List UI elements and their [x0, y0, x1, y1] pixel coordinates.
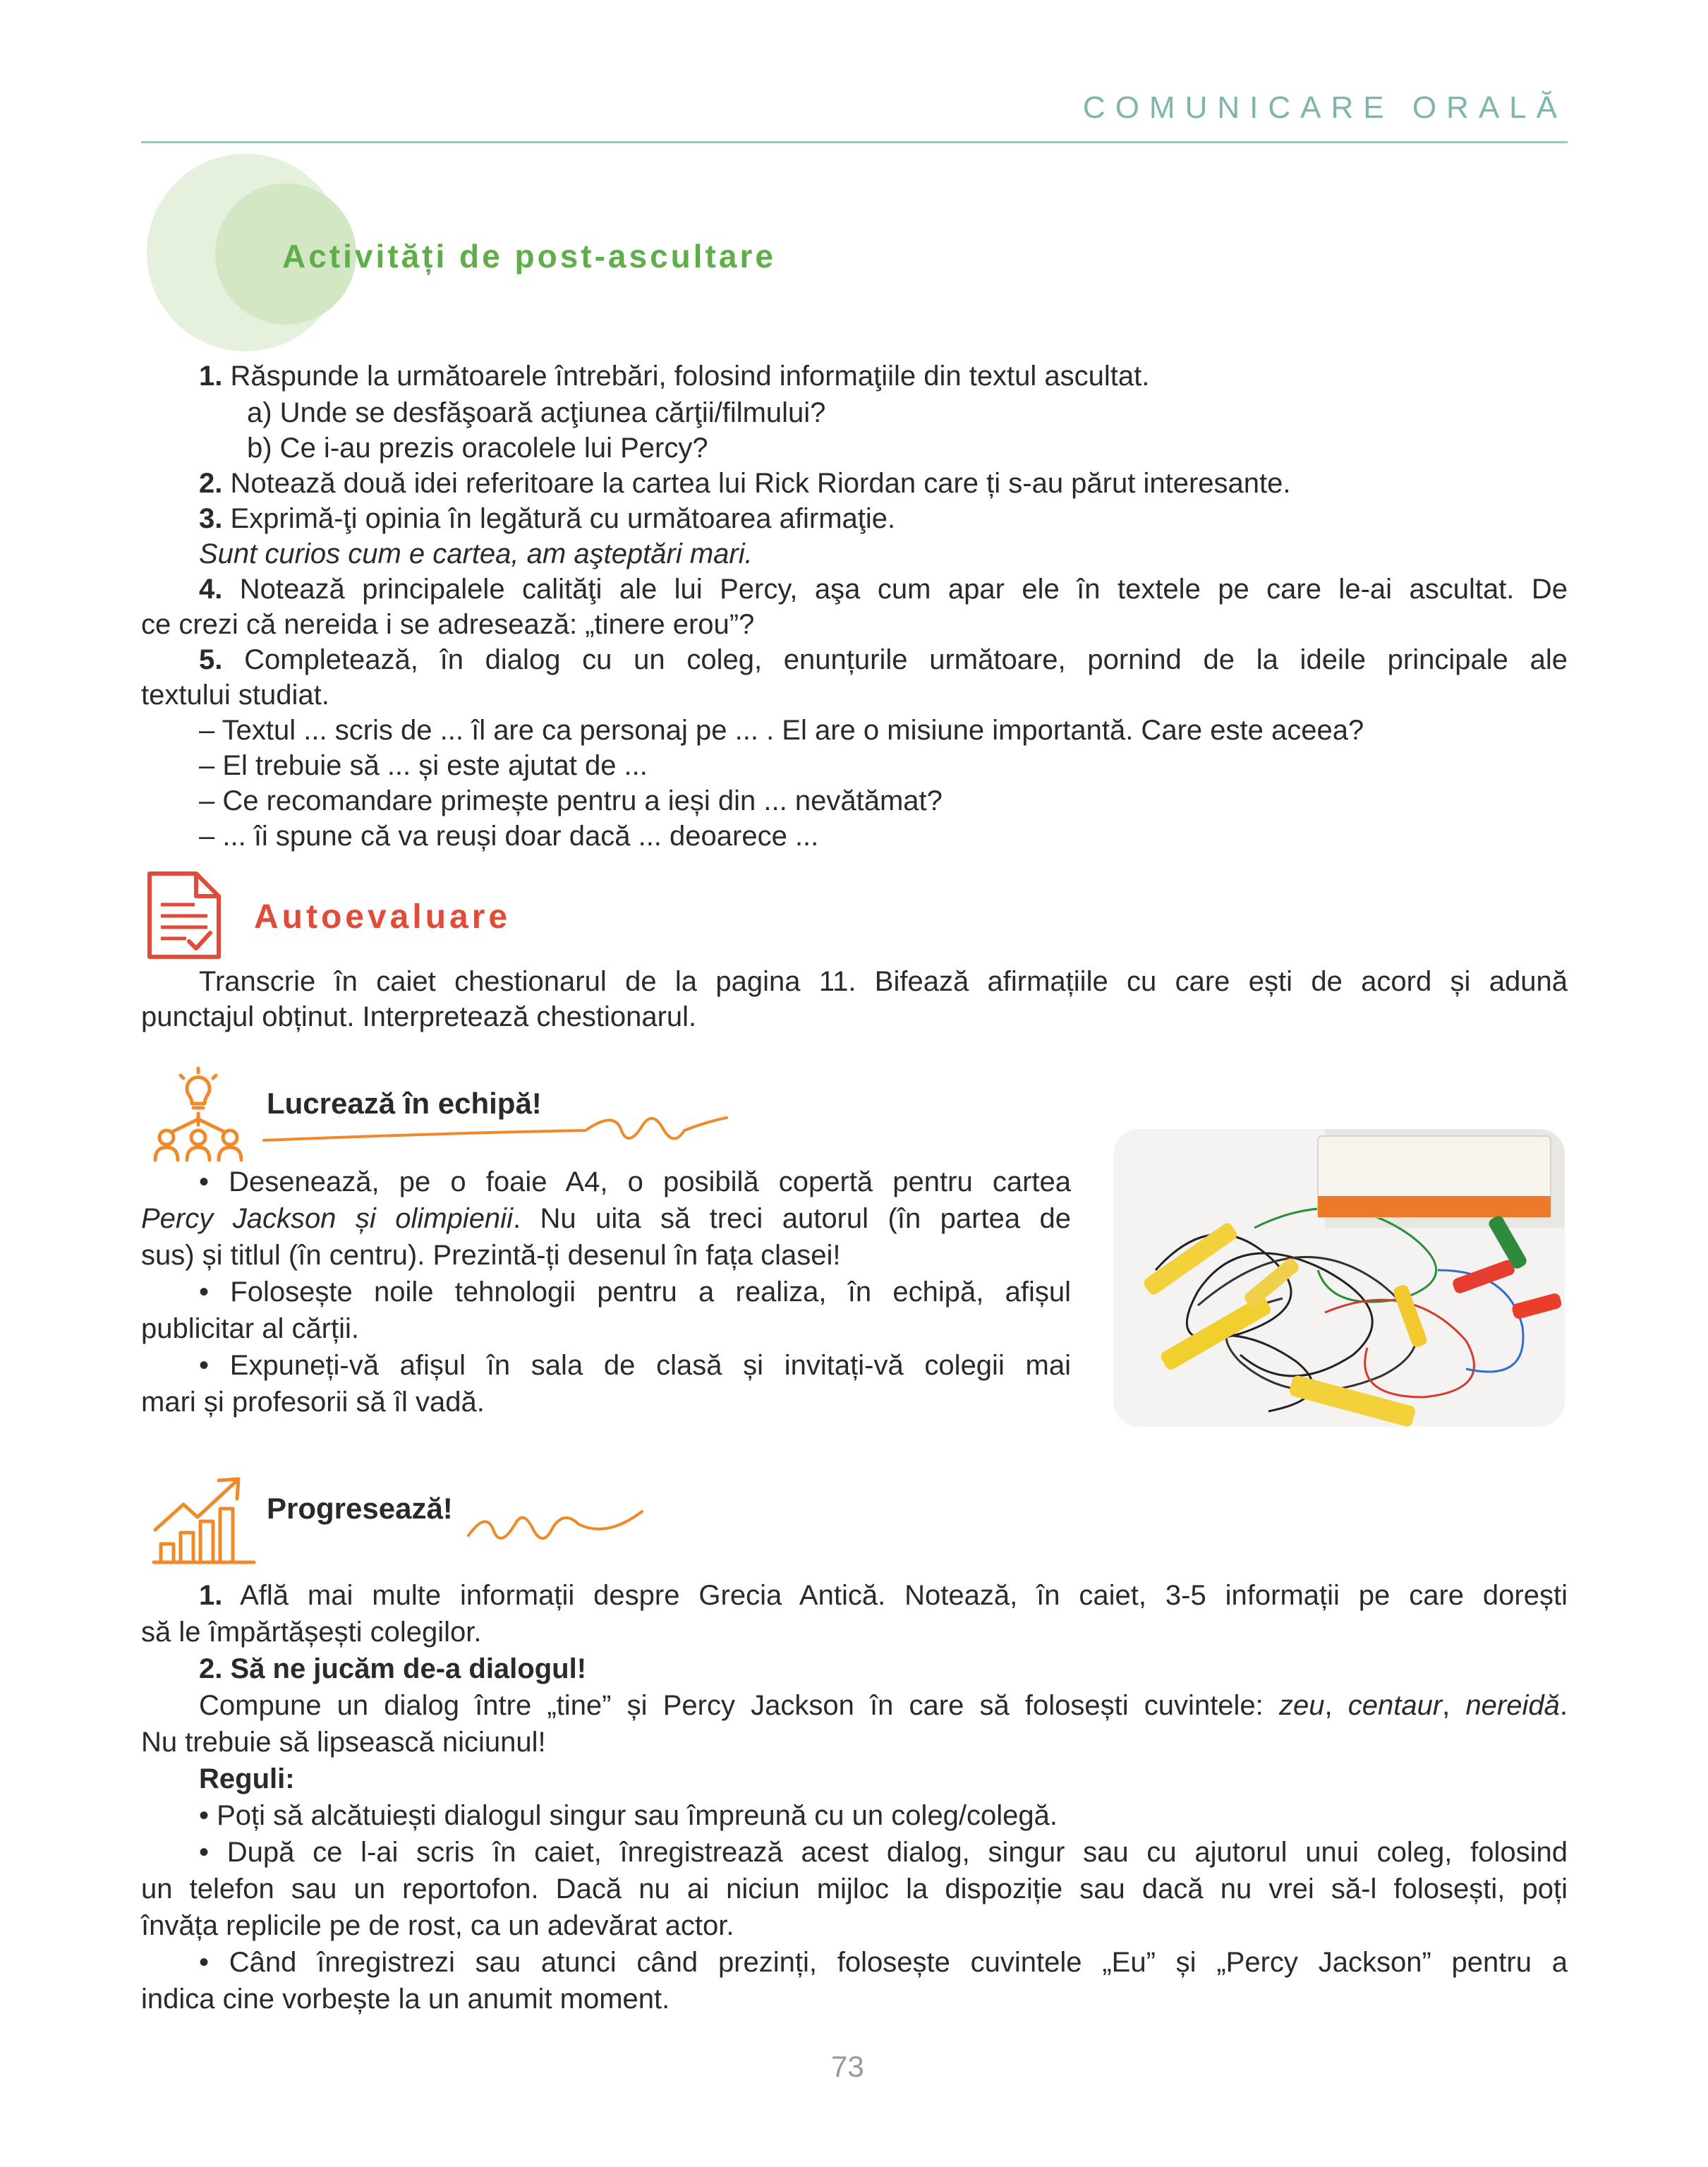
- team-lightbulb-icon: [145, 1064, 251, 1163]
- self-assessment-line-1: Transcrie în caiet chestionarul de la pagina 11. Bifează afirmațiile cu care ești de acord și adună: [199, 966, 1568, 997]
- team-task-line-6: • Expuneți-vă afișul în sala de clasă și invitați-vă colegii mai: [199, 1350, 1071, 1381]
- orange-squiggle: [466, 1503, 649, 1552]
- orange-squiggle: [261, 1105, 741, 1154]
- self-assessment-line-2: punctajul obținut. Interpretează chestionarul.: [141, 1001, 697, 1032]
- page-number: 73: [831, 2050, 864, 2083]
- rule-2-line-1: • După ce l-ai scris în caiet, înregistrează acest dialog, singur sau cu ajutorul unui coleg, folosind: [199, 1837, 1568, 1868]
- team-task-line-3: sus) și titlul (în centru). Prezintă-ți desenul în fața clasei!: [141, 1240, 841, 1271]
- progress-task-1: 1. Află mai multe informații despre Grecia Antică. Notează, în caiet, 3-5 informații pe care dorești: [199, 1580, 1568, 1611]
- dialog-line-3: – Ce recomandare primește pentru a ieși din ... nevătămat?: [199, 785, 943, 816]
- quoted-statement: Sunt curios cum e cartea, am aşteptări mari.: [199, 538, 753, 569]
- dialog-line-1: – Textul ... scris de ... îl are ca personaj pe ... . El are o misiune importantă. Care este aceea?: [199, 715, 1364, 746]
- rule-2-line-3: învăța replicile pe de rost, ca un adevărat actor.: [141, 1910, 734, 1941]
- rule-2-line-2: un telefon sau un reportofon. Dacă nu ai niciun mijloc la dispoziție sau dacă nu vrei să-l folosești, poți: [141, 1873, 1568, 1905]
- rule-3-line-2: indica cine vorbește la un anumit moment.: [141, 1984, 670, 2015]
- question-5: 5. Completează, în dialog cu un coleg, enunțurile următoare, pornind de la ideile principale ale: [199, 644, 1568, 675]
- dialog-line-4: – ... îi spune că va reuși doar dacă ... deoarece ...: [199, 821, 819, 852]
- question-1a: a) Unde se desfăşoară acţiunea cărţii/filmului?: [247, 397, 826, 428]
- team-task-line-7: mari și profesorii să îl vadă.: [141, 1387, 485, 1418]
- running-header: COMUNICARE ORALĂ: [1082, 90, 1567, 125]
- rule-1: • Poți să alcătuiești dialogul singur sau împreună cu un coleg/colegă.: [199, 1800, 1058, 1831]
- section-title-self-assessment: Autoevaluare: [254, 898, 511, 936]
- rules-title: Reguli:: [199, 1763, 295, 1794]
- progress-title: Progresează!: [267, 1492, 453, 1525]
- progress-task-2-line-1: Compune un dialog între „tine” și Percy Jackson în care să folosești cuvintele: zeu, centaur, nereidă.: [199, 1690, 1568, 1721]
- team-task-line-4: • Folosește noile tehnologii pentru a realiza, în echipă, afișul: [199, 1276, 1071, 1308]
- team-task-line-2: Percy Jackson și olimpienii. Nu uita să treci autorul (în partea de: [141, 1203, 1072, 1234]
- growth-chart-icon: [151, 1473, 257, 1565]
- progress-task-2-title: 2. Să ne jucăm de-a dialogul!: [199, 1653, 587, 1684]
- rule-3-line-1: • Când înregistrezi sau atunci când prezinți, folosește cuvintele „Eu” și „Percy Jackson” pentru a: [199, 1947, 1568, 1978]
- question-1b: b) Ce i-au prezis oracolele lui Percy?: [247, 433, 708, 464]
- team-task-line-5: publicitar al cărții.: [141, 1313, 360, 1344]
- crayons-drawing-photo: [1113, 1129, 1565, 1427]
- progress-task-1-cont: să le împărtășești colegilor.: [141, 1617, 482, 1648]
- team-task-line-1: • Desenează, pe o foaie A4, o posibilă copertă pentru cartea: [199, 1166, 1071, 1197]
- question-5-cont: textului studiat.: [141, 680, 329, 711]
- dialog-line-2: – El trebuie să ... și este ajutat de ...: [199, 750, 648, 781]
- progress-task-2-line-2: Nu trebuie să lipsească niciunul!: [141, 1727, 546, 1758]
- question-4-cont: ce crezi că nereida i se adresează: „tinere erou”?: [141, 609, 755, 640]
- question-4: 4. Notează principalele calităţi ale lui Percy, aşa cum apar ele în textele pe care le-ai ascultat. De: [199, 574, 1568, 605]
- question-2: 2. Notează două idei referitoare la cartea lui Rick Riordan care ți s-au părut interesante.: [199, 468, 1291, 499]
- header-divider: [141, 141, 1568, 143]
- question-3: 3. Exprimă-ţi opinia în legătură cu următoarea afirmaţie.: [199, 503, 896, 534]
- section-title-post-listening: Activități de post-ascultare: [282, 238, 776, 274]
- team-work-title: Lucrează în echipă!: [267, 1087, 542, 1120]
- document-check-icon: [145, 869, 223, 961]
- question-1: 1. Răspunde la următoarele întrebări, folosind informaţiile din textul ascultat.: [199, 361, 1150, 392]
